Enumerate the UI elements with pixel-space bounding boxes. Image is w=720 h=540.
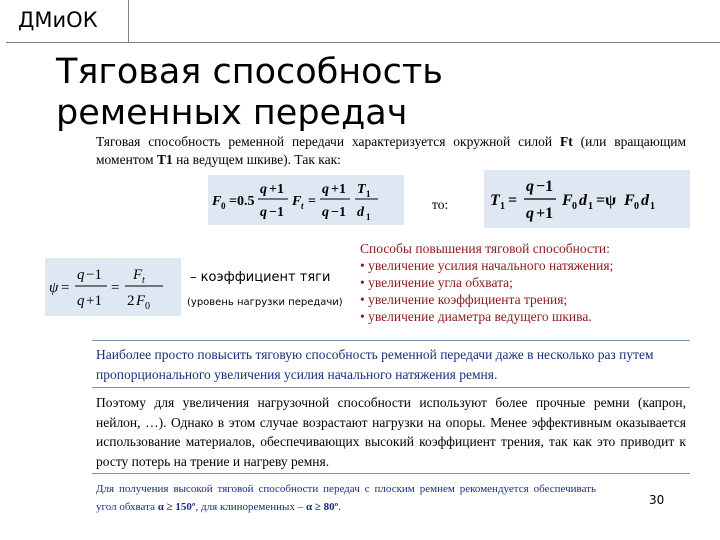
svg-text:d: d xyxy=(641,192,649,209)
svg-text:+1: +1 xyxy=(269,182,284,197)
svg-text:=0.5: =0.5 xyxy=(229,194,255,209)
methods-item: • увеличение угла обхвата; xyxy=(360,275,513,290)
svg-text:1: 1 xyxy=(500,201,505,212)
svg-text:F: F xyxy=(133,267,143,283)
formula-f0 xyxy=(208,175,404,225)
svg-text:0: 0 xyxy=(221,201,226,211)
svg-text:=: = xyxy=(61,280,70,296)
divider-bottom xyxy=(92,473,690,474)
formula-t1 xyxy=(484,170,690,228)
svg-text:d: d xyxy=(579,192,587,209)
svg-text:F: F xyxy=(292,194,302,209)
methods-item: • увеличение коэффициента трения; xyxy=(360,292,568,307)
methods-item: • увеличение диаметра ведущего шкива. xyxy=(360,309,592,324)
svg-text:F: F xyxy=(562,192,573,209)
divider-middle xyxy=(92,387,690,388)
highlight-paragraph: Наиболее просто повысить тяговую способность ременной передачи даже в несколько раз путем пропорционального увеличения усилия начального натяжения ремня. xyxy=(96,347,654,382)
svg-text:q: q xyxy=(77,267,85,283)
intro-text-2: (или вращающим моментом xyxy=(96,134,686,167)
svg-text:2: 2 xyxy=(127,293,135,309)
svg-text:0: 0 xyxy=(634,201,639,212)
header-tag: ДМиОК xyxy=(18,8,98,32)
svg-text:0: 0 xyxy=(145,301,150,312)
recommendation-text-1: Для получения высокой тяговой способности передач с плоским ремнем рекомендуется обеспечивать угол обхвата xyxy=(96,483,596,513)
vbelt-angle: α ≥ 80º xyxy=(305,501,339,513)
svg-text:=: = xyxy=(508,192,518,209)
svg-text:=ψ: =ψ xyxy=(596,192,617,209)
torque-symbol: T1 xyxy=(156,152,173,167)
flat-belt-angle: α ≥ 150º xyxy=(157,501,196,513)
svg-text:−1: −1 xyxy=(269,205,284,220)
svg-text:+1: +1 xyxy=(86,293,102,309)
svg-text:q: q xyxy=(260,182,267,197)
svg-text:0: 0 xyxy=(572,201,577,212)
header-vertical-rule xyxy=(128,0,129,42)
methods-list xyxy=(360,240,613,325)
coefficient-label: – коэффициент тяги xyxy=(190,270,331,285)
intro-paragraph xyxy=(96,133,686,169)
svg-text:d: d xyxy=(357,205,364,220)
svg-text:t: t xyxy=(301,201,304,211)
recommendation-paragraph xyxy=(96,480,596,516)
slide-title xyxy=(56,52,443,134)
svg-text:1: 1 xyxy=(588,201,593,212)
svg-text:T: T xyxy=(490,192,500,209)
connector-text: то: xyxy=(432,197,449,212)
intro-text-1: Тяговая способность ременной передачи характеризуется окружной силой xyxy=(96,134,561,149)
svg-text:F: F xyxy=(136,293,146,309)
svg-text:F: F xyxy=(624,192,635,209)
svg-text:1: 1 xyxy=(366,189,371,199)
svg-text:q: q xyxy=(526,205,534,222)
intro-text-3: на ведущем шкиве). Так как: xyxy=(172,152,341,167)
svg-text:1: 1 xyxy=(650,201,655,212)
body-paragraph: Поэтому для увеличения нагрузочной способности используют более прочные ремни (капрон, нейлон, …). Однако в этом случае возрастают нагрузки на опоры. Менее эффективным оказывается использование материалов, обеспечивающих высокий коэффициент трения, так как это приводит к росту потерь на трение и нагреву ремня. xyxy=(96,395,686,469)
title-line-2: ременных передач xyxy=(56,93,408,133)
divider-top xyxy=(92,340,690,341)
svg-text:q: q xyxy=(322,205,329,220)
methods-item: • увеличение усилия начального натяжения; xyxy=(360,258,614,273)
svg-text:=: = xyxy=(111,280,120,296)
force-symbol: Ft xyxy=(560,134,573,149)
methods-heading: Способы повышения тяговой способности: xyxy=(360,241,610,256)
load-level-label: (уровень нагрузки передачи) xyxy=(187,297,343,308)
svg-text:T: T xyxy=(357,182,366,197)
svg-text:=: = xyxy=(308,194,316,209)
svg-text:−1: −1 xyxy=(86,267,102,283)
svg-text:q: q xyxy=(77,293,85,309)
title-line-1: Тяговая способность xyxy=(56,52,443,92)
svg-text:q: q xyxy=(322,182,329,197)
svg-text:q: q xyxy=(260,205,267,220)
svg-text:ψ: ψ xyxy=(49,280,59,296)
svg-text:+1: +1 xyxy=(331,182,346,197)
svg-text:−1: −1 xyxy=(331,205,346,220)
svg-text:q: q xyxy=(526,178,534,195)
recommendation-text-3: . xyxy=(338,501,342,513)
svg-text:1: 1 xyxy=(366,212,371,222)
page-number: 30 xyxy=(649,493,665,507)
header-tag-box xyxy=(6,4,129,43)
svg-text:t: t xyxy=(142,275,145,286)
svg-text:−1: −1 xyxy=(536,178,554,195)
recommendation-text-2: , для клиноременных – xyxy=(195,501,306,513)
svg-text:+1: +1 xyxy=(536,205,554,222)
header-horizontal-rule xyxy=(128,42,720,43)
formula-psi xyxy=(45,258,181,316)
svg-text:F: F xyxy=(212,194,222,209)
